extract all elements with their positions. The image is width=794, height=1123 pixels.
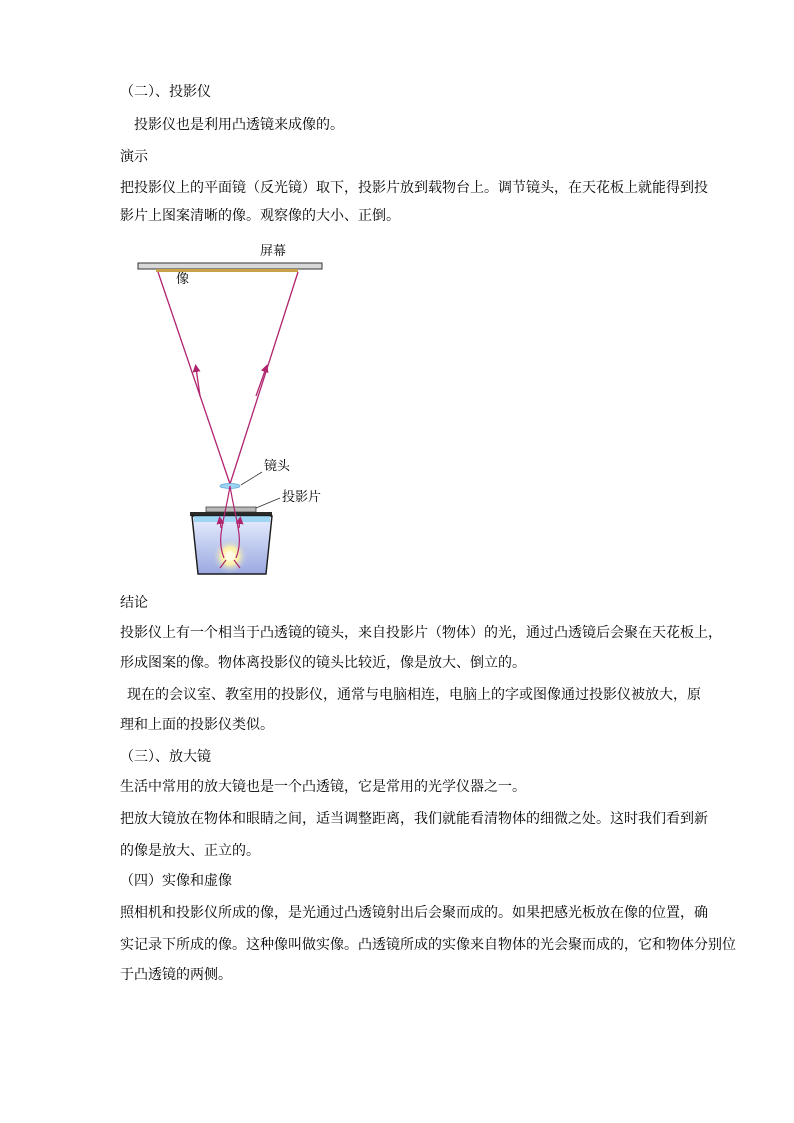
section3-text-line-3: 的像是放大、正立的。: [120, 843, 260, 859]
section4-heading: （四）实像和虚像: [120, 873, 232, 889]
conclusion-label: 结论: [120, 595, 148, 611]
lens-label: 镜头: [264, 459, 291, 474]
section3-text-line-1: 生活中常用的放大镜也是一个凸透镜，它是常用的光学仪器之一。: [120, 779, 526, 795]
slide-label: 投影片: [282, 490, 322, 505]
screen-bar: [138, 263, 322, 269]
conclusion-text-line-1: 投影仪上有一个相当于凸透镜的镜头，来自投影片（物体）的光，通过凸透镜后会聚在天花板上，: [120, 625, 722, 641]
ray-left-upper: [158, 272, 230, 484]
image-label: 像: [176, 272, 190, 287]
section3-text-line-2: 把放大镜放在物体和眼睛之间，适当调整距离，我们就能看清物体的细微之处。这时我们看到新: [120, 811, 708, 827]
section3-heading: （三）、放大镜: [120, 749, 211, 765]
slide-plate: [206, 507, 256, 512]
section4-text-line-2: 实记录下所成的像。这种像叫做实像。凸透镜所成的实像来自物体的光会聚而成的，它和物体分别位: [120, 937, 736, 953]
ray-arrow-left: [196, 368, 200, 396]
section4-text-line-3: 于凸透镜的两侧。: [120, 967, 232, 983]
projector-diagram-svg: [120, 238, 340, 588]
lamp-core: [225, 551, 235, 561]
demo-label: 演示: [120, 149, 148, 165]
section2-heading: （二）、投影仪: [120, 84, 211, 100]
conclusion-text-line-2: 形成图案的像。物体离投影仪的镜头比较近，像是放大、倒立的。: [120, 655, 526, 671]
section2-intro: 投影仪也是利用凸透镜来成像的。: [134, 117, 344, 133]
demo-text-line-2: 影片上图案清晰的像。观察像的大小、正倒。: [120, 208, 400, 224]
slide-leader-line: [256, 498, 280, 508]
ray-right-upper: [230, 272, 298, 484]
modern-projector-line-2: 理和上面的投影仪类似。: [120, 717, 274, 733]
section4-text-line-1: 照相机和投影仪所成的像，是光通过凸透镜射出后会聚而成的。如果把感光板放在像的位置，确: [120, 905, 708, 921]
ray-arrow-right: [256, 368, 266, 396]
lens-leader-line: [241, 472, 262, 485]
screen-label: 屏幕: [260, 244, 287, 259]
modern-projector-line-1: 现在的会议室、教室用的投影仪，通常与电脑相连，电脑上的字或图像通过投影仪被放大，原: [127, 687, 701, 703]
box-top-tint: [194, 516, 270, 522]
demo-text-line-1: 把投影仪上的平面镜（反光镜）取下，投影片放到载物台上。调节镜头，在天花板上就能得到投: [120, 180, 708, 196]
